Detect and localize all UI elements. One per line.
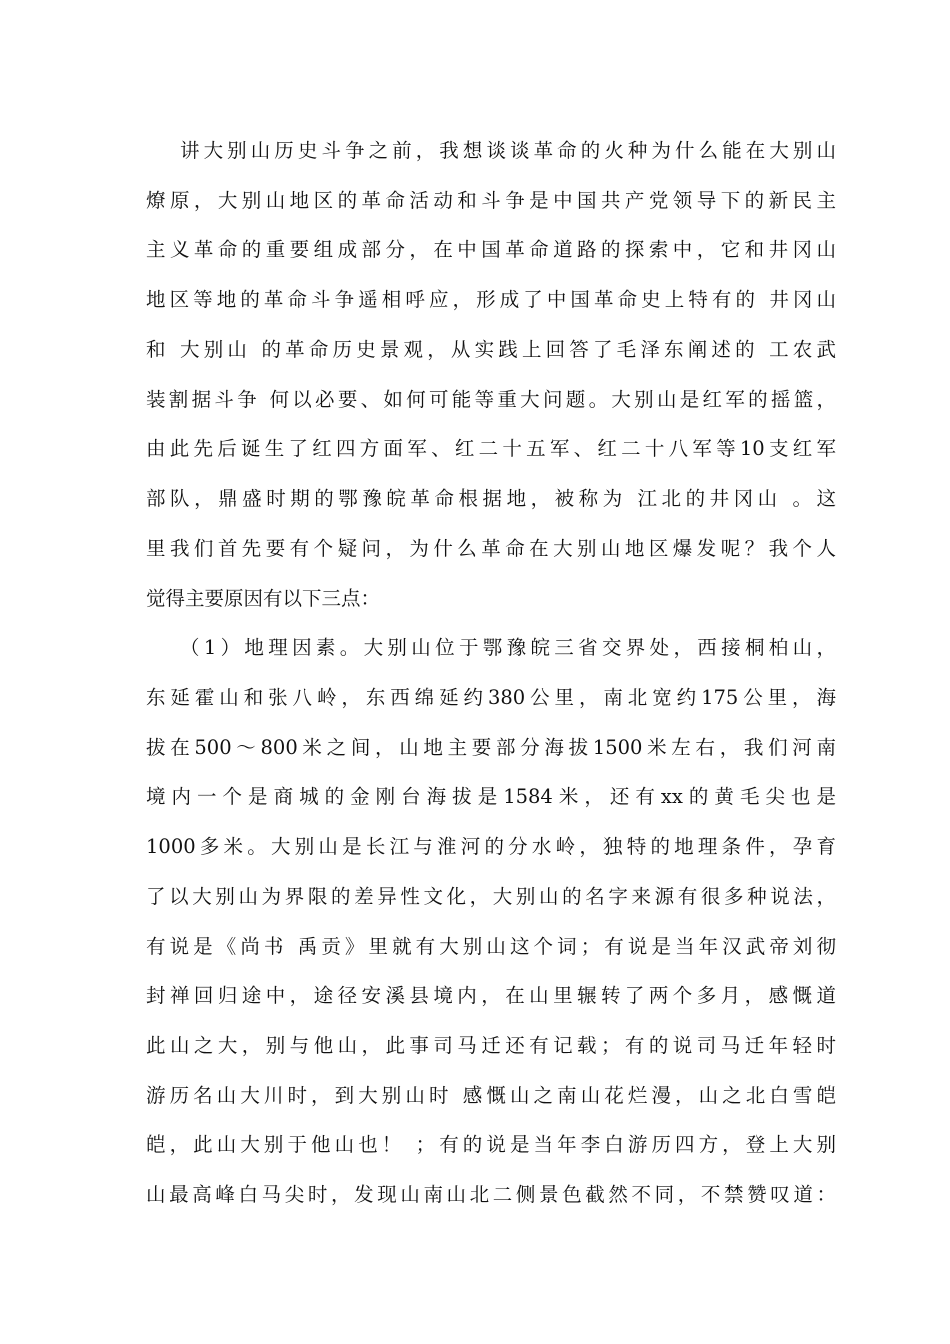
text-line: 里我们首先要有个疑问，为什么革命在大别山地区爆发呢？我个人: [146, 537, 836, 560]
text-line: 1000多米。大别山是长江与淮河的分水岭，独特的地理条件，孕育: [146, 835, 836, 858]
text-line: 讲大别山历史斗争之前，我想谈谈革命的火种为什么能在大别山: [180, 139, 836, 162]
text-line: 觉得主要原因有以下三点：: [146, 587, 381, 610]
text-line: 封禅回归途中，途径安溪县境内，在山里辗转了两个多月，感慨道: [146, 984, 836, 1007]
text-line: 了以大别山为界限的差异性文化，大别山的名字来源有很多种说法，: [146, 885, 836, 908]
text-line: （1）地理因素。大别山位于鄂豫皖三省交界处，西接桐柏山，: [180, 636, 836, 659]
text-line: 东延霍山和张八岭，东西绵延约380公里，南北宽约175公里，海: [146, 686, 836, 709]
text-line: 皑，此山大别于他山也！ ；有的说是当年李白游历四方，登上大别: [146, 1133, 836, 1156]
text-line: 装割据斗争 何以必要、如何可能等重大问题。大别山是红军的摇篮，: [146, 388, 836, 411]
text-line: 山最高峰白马尖时，发现山南山北二侧景色截然不同，不禁赞叹道：: [146, 1183, 836, 1206]
text-line: 有说是《尚书 禹贡》里就有大别山这个词；有说是当年汉武帝刘彻: [146, 935, 836, 958]
text-line: 主义革命的重要组成部分，在中国革命道路的探索中，它和井冈山: [146, 238, 836, 261]
text-line: 燎原，大别山地区的革命活动和斗争是中国共产党领导下的新民主: [146, 189, 836, 212]
text-line: 此山之大，别与他山，此事司马迁还有记载；有的说司马迁年轻时: [146, 1034, 836, 1057]
text-line: 境内一个是商城的金刚台海拔是1584米，还有xx的黄毛尖也是: [146, 785, 836, 808]
text-line: 拔在500～800米之间，山地主要部分海拔1500米左右，我们河南: [146, 736, 836, 759]
text-line: 和 大别山 的革命历史景观，从实践上回答了毛泽东阐述的 工农武: [146, 338, 836, 361]
text-line: 部队，鼎盛时期的鄂豫皖革命根据地，被称为 江北的井冈山 。这: [146, 487, 836, 510]
text-line: 由此先后诞生了红四方面军、红二十五军、红二十八军等10支红军: [146, 437, 836, 460]
text-line: 地区等地的革命斗争遥相呼应，形成了中国革命史上特有的 井冈山: [146, 288, 836, 311]
text-line: 游历名山大川时，到大别山时 感慨山之南山花烂漫，山之北白雪皑: [146, 1084, 836, 1107]
